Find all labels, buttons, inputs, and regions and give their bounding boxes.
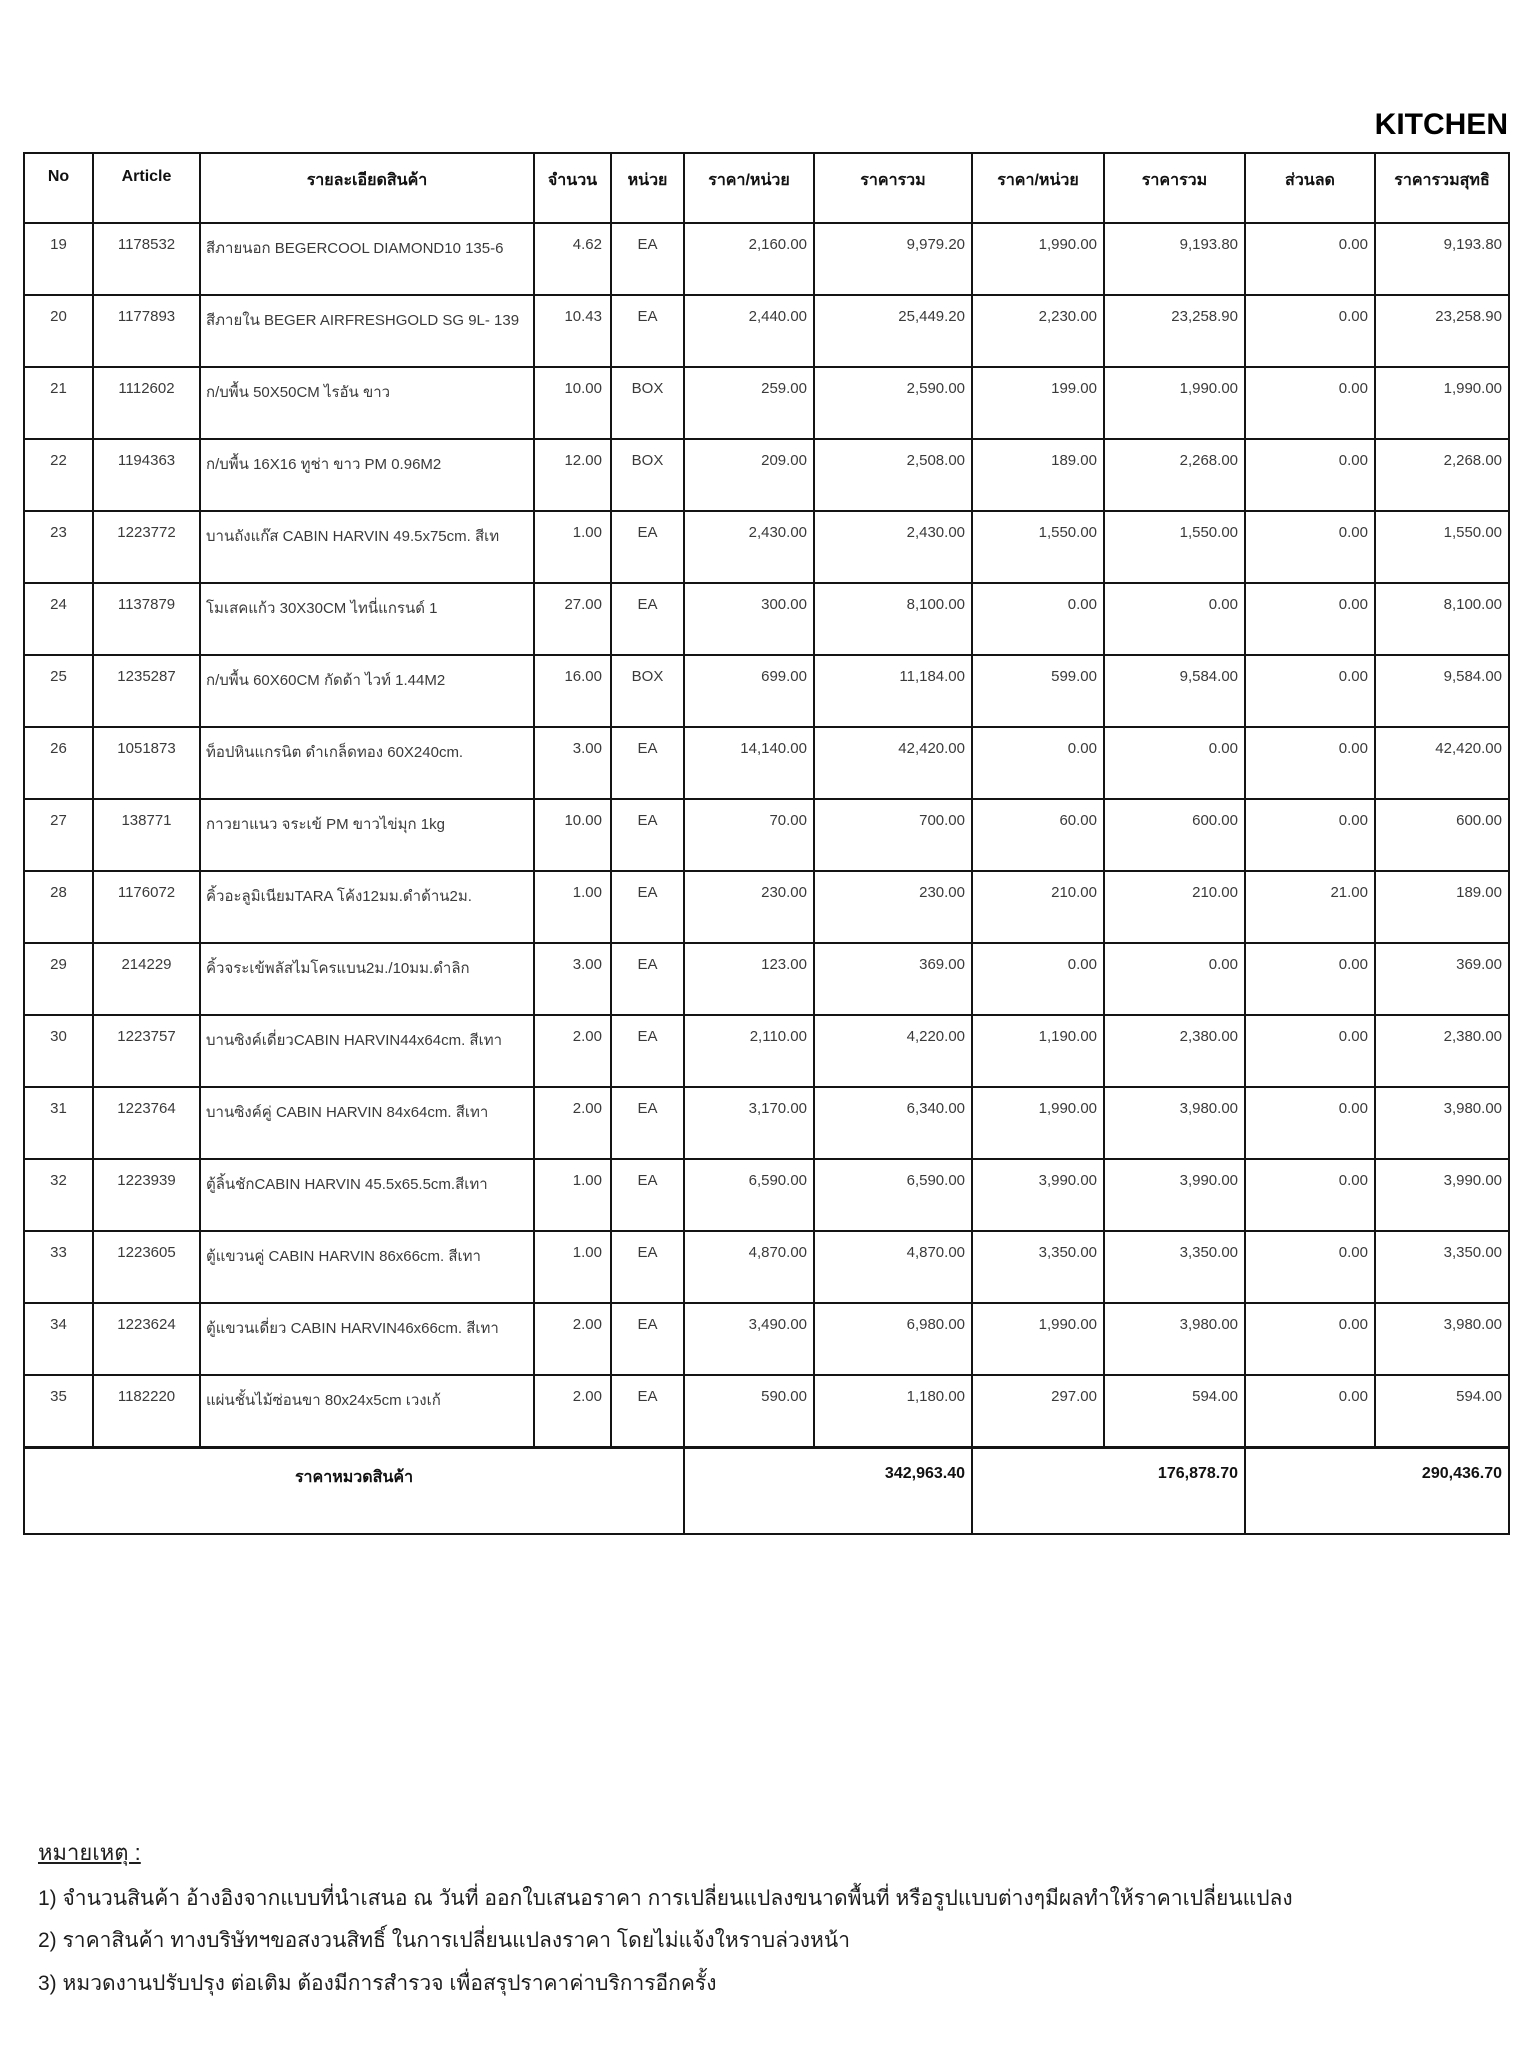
cell-qty: 12.00: [534, 439, 611, 511]
cell-description: ตู้แขวนคู่ CABIN HARVIN 86x66cm. สีเทา: [200, 1231, 534, 1303]
table-row: [24, 727, 1509, 799]
cell-no: 24: [24, 583, 93, 655]
column-header-net_total: ราคารวมสุทธิ: [1375, 153, 1509, 223]
cell-price_unit_1: 3,170.00: [684, 1087, 814, 1159]
cell-discount: 0.00: [1245, 727, 1375, 799]
cell-total_2: 594.00: [1104, 1375, 1245, 1447]
column-header-total_1: ราคารวม: [814, 153, 972, 223]
cell-no: 20: [24, 295, 93, 367]
table-row: [24, 511, 1509, 583]
cell-discount: 0.00: [1245, 943, 1375, 1015]
cell-unit: EA: [611, 943, 684, 1015]
cell-price_unit_1: 590.00: [684, 1375, 814, 1447]
cell-price_unit_2: 0.00: [972, 943, 1104, 1015]
cell-total_2: 1,990.00: [1104, 367, 1245, 439]
cell-discount: 0.00: [1245, 295, 1375, 367]
cell-qty: 10.00: [534, 799, 611, 871]
cell-total_1: 42,420.00: [814, 727, 972, 799]
table-row: [24, 1015, 1509, 1087]
cell-qty: 1.00: [534, 1159, 611, 1231]
cell-total_2: 0.00: [1104, 583, 1245, 655]
cell-total_1: 6,980.00: [814, 1303, 972, 1375]
cell-price_unit_1: 259.00: [684, 367, 814, 439]
cell-description: ตู้ลิ้นชักCABIN HARVIN 45.5x65.5cm.สีเทา: [200, 1159, 534, 1231]
cell-article: 1223939: [93, 1159, 200, 1231]
cell-unit: EA: [611, 223, 684, 295]
cell-description: บานซิงค์เดี่ยวCABIN HARVIN44x64cm. สีเทา: [200, 1015, 534, 1087]
table-row: [24, 367, 1509, 439]
cell-price_unit_1: 2,160.00: [684, 223, 814, 295]
cell-price_unit_1: 2,440.00: [684, 295, 814, 367]
table-row: [24, 943, 1509, 1015]
cell-description: ก/บพื้น 60X60CM กัดด้า ไวท์ 1.44M2: [200, 655, 534, 727]
cell-qty: 27.00: [534, 583, 611, 655]
cell-discount: 0.00: [1245, 439, 1375, 511]
cell-discount: 0.00: [1245, 1015, 1375, 1087]
notes-section: [23, 1835, 1510, 1999]
cell-article: 138771: [93, 799, 200, 871]
quotation-table: [23, 152, 1510, 1535]
cell-qty: 1.00: [534, 511, 611, 583]
cell-price_unit_2: 2,230.00: [972, 295, 1104, 367]
cell-price_unit_2: 1,550.00: [972, 511, 1104, 583]
cell-unit: BOX: [611, 655, 684, 727]
cell-article: 1182220: [93, 1375, 200, 1447]
cell-net_total: 3,980.00: [1375, 1087, 1509, 1159]
cell-total_2: 9,193.80: [1104, 223, 1245, 295]
cell-price_unit_2: 1,190.00: [972, 1015, 1104, 1087]
cell-total_2: 3,980.00: [1104, 1303, 1245, 1375]
column-header-description: รายละเอียดสินค้า: [200, 153, 534, 223]
cell-price_unit_1: 6,590.00: [684, 1159, 814, 1231]
cell-unit: EA: [611, 799, 684, 871]
cell-article: 1194363: [93, 439, 200, 511]
cell-no: 22: [24, 439, 93, 511]
cell-total_1: 9,979.20: [814, 223, 972, 295]
cell-total_1: 2,430.00: [814, 511, 972, 583]
summary-net-total: 290,436.70: [1245, 1447, 1509, 1534]
cell-price_unit_1: 300.00: [684, 583, 814, 655]
cell-unit: EA: [611, 1087, 684, 1159]
cell-net_total: 42,420.00: [1375, 727, 1509, 799]
cell-unit: BOX: [611, 439, 684, 511]
cell-net_total: 2,268.00: [1375, 439, 1509, 511]
cell-qty: 10.43: [534, 295, 611, 367]
cell-total_1: 369.00: [814, 943, 972, 1015]
cell-unit: EA: [611, 1159, 684, 1231]
cell-price_unit_2: 297.00: [972, 1375, 1104, 1447]
table-row: [24, 1087, 1509, 1159]
cell-net_total: 2,380.00: [1375, 1015, 1509, 1087]
cell-unit: BOX: [611, 367, 684, 439]
cell-total_2: 9,584.00: [1104, 655, 1245, 727]
cell-total_1: 230.00: [814, 871, 972, 943]
cell-price_unit_1: 3,490.00: [684, 1303, 814, 1375]
cell-description: ท็อปหินแกรนิต ดำเกล็ดทอง 60X240cm.: [200, 727, 534, 799]
table-body: [24, 223, 1509, 1447]
cell-price_unit_2: 1,990.00: [972, 1303, 1104, 1375]
cell-total_1: 8,100.00: [814, 583, 972, 655]
cell-qty: 2.00: [534, 1303, 611, 1375]
cell-price_unit_2: 1,990.00: [972, 1087, 1104, 1159]
cell-article: 1223624: [93, 1303, 200, 1375]
cell-total_2: 0.00: [1104, 943, 1245, 1015]
column-header-qty: จำนวน: [534, 153, 611, 223]
cell-description: สีภายนอก BEGERCOOL DIAMOND10 135-6: [200, 223, 534, 295]
cell-article: 1223772: [93, 511, 200, 583]
cell-unit: EA: [611, 1015, 684, 1087]
cell-qty: 10.00: [534, 367, 611, 439]
table-row: [24, 799, 1509, 871]
cell-net_total: 3,990.00: [1375, 1159, 1509, 1231]
table-row: [24, 1303, 1509, 1375]
cell-no: 25: [24, 655, 93, 727]
cell-total_1: 4,870.00: [814, 1231, 972, 1303]
cell-no: 27: [24, 799, 93, 871]
cell-no: 35: [24, 1375, 93, 1447]
cell-qty: 1.00: [534, 1231, 611, 1303]
cell-net_total: 594.00: [1375, 1375, 1509, 1447]
cell-net_total: 3,980.00: [1375, 1303, 1509, 1375]
cell-price_unit_1: 14,140.00: [684, 727, 814, 799]
cell-total_2: 3,350.00: [1104, 1231, 1245, 1303]
cell-no: 21: [24, 367, 93, 439]
cell-price_unit_2: 0.00: [972, 727, 1104, 799]
cell-no: 30: [24, 1015, 93, 1087]
cell-net_total: 1,550.00: [1375, 511, 1509, 583]
cell-total_2: 600.00: [1104, 799, 1245, 871]
cell-total_2: 210.00: [1104, 871, 1245, 943]
cell-article: 1223764: [93, 1087, 200, 1159]
cell-net_total: 3,350.00: [1375, 1231, 1509, 1303]
cell-discount: 0.00: [1245, 1231, 1375, 1303]
cell-description: คิ้วอะลูมิเนียมTARA โค้ง12มม.ดำด้าน2ม.: [200, 871, 534, 943]
table-row: [24, 439, 1509, 511]
cell-price_unit_2: 3,990.00: [972, 1159, 1104, 1231]
cell-discount: 0.00: [1245, 1159, 1375, 1231]
cell-discount: 0.00: [1245, 799, 1375, 871]
cell-description: โมเสคแก้ว 30X30CM ไทนี่แกรนด์ 1: [200, 583, 534, 655]
table-row: [24, 295, 1509, 367]
cell-description: สีภายใน BEGER AIRFRESHGOLD SG 9L- 139: [200, 295, 534, 367]
column-header-article: Article: [93, 153, 200, 223]
table-row: [24, 223, 1509, 295]
cell-qty: 1.00: [534, 871, 611, 943]
cell-qty: 3.00: [534, 943, 611, 1015]
cell-qty: 3.00: [534, 727, 611, 799]
cell-total_1: 6,590.00: [814, 1159, 972, 1231]
cell-total_2: 0.00: [1104, 727, 1245, 799]
cell-unit: EA: [611, 727, 684, 799]
cell-discount: 0.00: [1245, 1375, 1375, 1447]
summary-total-1: 342,963.40: [684, 1447, 972, 1534]
cell-no: 33: [24, 1231, 93, 1303]
cell-total_2: 2,380.00: [1104, 1015, 1245, 1087]
table-row: [24, 1375, 1509, 1447]
cell-unit: EA: [611, 511, 684, 583]
notes-heading: หมายเหตุ :: [38, 1840, 141, 1865]
cell-price_unit_1: 209.00: [684, 439, 814, 511]
cell-qty: 4.62: [534, 223, 611, 295]
cell-description: ก/บพื้น 50X50CM ไรอัน ขาว: [200, 367, 534, 439]
cell-unit: EA: [611, 1375, 684, 1447]
cell-total_2: 3,990.00: [1104, 1159, 1245, 1231]
cell-description: บานซิงค์คู่ CABIN HARVIN 84x64cm. สีเทา: [200, 1087, 534, 1159]
cell-qty: 2.00: [534, 1375, 611, 1447]
cell-price_unit_1: 4,870.00: [684, 1231, 814, 1303]
cell-price_unit_2: 199.00: [972, 367, 1104, 439]
cell-total_2: 3,980.00: [1104, 1087, 1245, 1159]
table-row: [24, 1159, 1509, 1231]
quotation-page: [23, 0, 1510, 2011]
cell-article: 1112602: [93, 367, 200, 439]
cell-total_1: 6,340.00: [814, 1087, 972, 1159]
cell-no: 32: [24, 1159, 93, 1231]
cell-unit: EA: [611, 871, 684, 943]
cell-qty: 2.00: [534, 1087, 611, 1159]
cell-article: 1235287: [93, 655, 200, 727]
cell-price_unit_1: 230.00: [684, 871, 814, 943]
column-header-unit: หน่วย: [611, 153, 684, 223]
cell-price_unit_2: 599.00: [972, 655, 1104, 727]
cell-total_2: 23,258.90: [1104, 295, 1245, 367]
cell-net_total: 8,100.00: [1375, 583, 1509, 655]
table-header-row: [24, 153, 1509, 223]
cell-no: 19: [24, 223, 93, 295]
cell-no: 28: [24, 871, 93, 943]
cell-discount: 21.00: [1245, 871, 1375, 943]
cell-discount: 0.00: [1245, 223, 1375, 295]
cell-price_unit_2: 210.00: [972, 871, 1104, 943]
cell-discount: 0.00: [1245, 583, 1375, 655]
table-row: [24, 1231, 1509, 1303]
summary-row: [24, 1447, 1509, 1534]
cell-total_2: 1,550.00: [1104, 511, 1245, 583]
table-footer: [24, 1447, 1509, 1534]
cell-description: ก/บพื้น 16X16 ทูช่า ขาว PM 0.96M2: [200, 439, 534, 511]
cell-total_2: 2,268.00: [1104, 439, 1245, 511]
cell-discount: 0.00: [1245, 655, 1375, 727]
cell-article: 1223605: [93, 1231, 200, 1303]
cell-qty: 16.00: [534, 655, 611, 727]
cell-qty: 2.00: [534, 1015, 611, 1087]
cell-net_total: 369.00: [1375, 943, 1509, 1015]
summary-total-2: 176,878.70: [972, 1447, 1245, 1534]
column-header-price_unit_1: ราคา/หน่วย: [684, 153, 814, 223]
cell-no: 34: [24, 1303, 93, 1375]
cell-article: 1137879: [93, 583, 200, 655]
cell-description: คิ้วจระเข้พลัสไมโครแบน2ม./10มม.ดำลิก: [200, 943, 534, 1015]
cell-no: 29: [24, 943, 93, 1015]
cell-description: แผ่นชั้นไม้ซ่อนขา 80x24x5cm เวงเก้: [200, 1375, 534, 1447]
cell-description: กาวยาแนว จระเข้ PM ขาวไข่มุก 1kg: [200, 799, 534, 871]
column-header-discount: ส่วนลด: [1245, 153, 1375, 223]
column-header-price_unit_2: ราคา/หน่วย: [972, 153, 1104, 223]
cell-discount: 0.00: [1245, 1087, 1375, 1159]
cell-unit: EA: [611, 1231, 684, 1303]
note-line-1: 1) จำนวนสินค้า อ้างอิงจากแบบที่นำเสนอ ณ วันที่ ออกใบเสนอราคา การเปลี่ยนแปลงขนาดพื้นที่ หรือรูปแบบต่างๆมีผลทำให้ราคาเปลี่ยนแปลง: [38, 1887, 1293, 1910]
summary-label: ราคาหมวดสินค้า: [24, 1447, 684, 1534]
cell-article: 1176072: [93, 871, 200, 943]
cell-price_unit_2: 60.00: [972, 799, 1104, 871]
table-row: [24, 655, 1509, 727]
cell-article: 214229: [93, 943, 200, 1015]
cell-price_unit_2: 189.00: [972, 439, 1104, 511]
cell-net_total: 23,258.90: [1375, 295, 1509, 367]
cell-net_total: 189.00: [1375, 871, 1509, 943]
note-line-2: 2) ราคาสินค้า ทางบริษัทฯขอสงวนสิทธิ์ ในการเปลี่ยนแปลงราคา โดยไม่แจ้งใหราบล่วงหน้า: [38, 1929, 851, 1953]
cell-total_1: 2,508.00: [814, 439, 972, 511]
cell-unit: EA: [611, 295, 684, 367]
cell-price_unit_1: 123.00: [684, 943, 814, 1015]
cell-net_total: 1,990.00: [1375, 367, 1509, 439]
cell-total_1: 11,184.00: [814, 655, 972, 727]
cell-description: ตู้แขวนเดี่ยว CABIN HARVIN46x66cm. สีเทา: [200, 1303, 534, 1375]
cell-price_unit_1: 2,110.00: [684, 1015, 814, 1087]
cell-description: บานถังแก๊ส CABIN HARVIN 49.5x75cm. สีเท: [200, 511, 534, 583]
cell-no: 31: [24, 1087, 93, 1159]
cell-price_unit_1: 70.00: [684, 799, 814, 871]
cell-article: 1051873: [93, 727, 200, 799]
page-title: KITCHEN: [1374, 108, 1508, 141]
cell-total_1: 1,180.00: [814, 1375, 972, 1447]
cell-price_unit_2: 0.00: [972, 583, 1104, 655]
cell-net_total: 9,584.00: [1375, 655, 1509, 727]
cell-article: 1178532: [93, 223, 200, 295]
column-header-total_2: ราคารวม: [1104, 153, 1245, 223]
cell-total_1: 25,449.20: [814, 295, 972, 367]
cell-total_1: 4,220.00: [814, 1015, 972, 1087]
table-row: [24, 871, 1509, 943]
cell-no: 26: [24, 727, 93, 799]
table-header: [24, 153, 1509, 223]
cell-discount: 0.00: [1245, 367, 1375, 439]
note-line-3: 3) หมวดงานปรับปรุง ต่อเติม ต้องมีการสำรวจ เพื่อสรุปราคาค่าบริการอีกครั้ง: [38, 1971, 717, 1995]
table-row: [24, 583, 1509, 655]
cell-price_unit_1: 699.00: [684, 655, 814, 727]
cell-article: 1223757: [93, 1015, 200, 1087]
column-header-no: No: [24, 153, 93, 223]
cell-unit: EA: [611, 1303, 684, 1375]
cell-discount: 0.00: [1245, 1303, 1375, 1375]
cell-total_1: 700.00: [814, 799, 972, 871]
cell-no: 23: [24, 511, 93, 583]
cell-total_1: 2,590.00: [814, 367, 972, 439]
cell-unit: EA: [611, 583, 684, 655]
cell-article: 1177893: [93, 295, 200, 367]
cell-net_total: 9,193.80: [1375, 223, 1509, 295]
cell-net_total: 600.00: [1375, 799, 1509, 871]
cell-discount: 0.00: [1245, 511, 1375, 583]
cell-price_unit_1: 2,430.00: [684, 511, 814, 583]
cell-price_unit_2: 1,990.00: [972, 223, 1104, 295]
cell-price_unit_2: 3,350.00: [972, 1231, 1104, 1303]
